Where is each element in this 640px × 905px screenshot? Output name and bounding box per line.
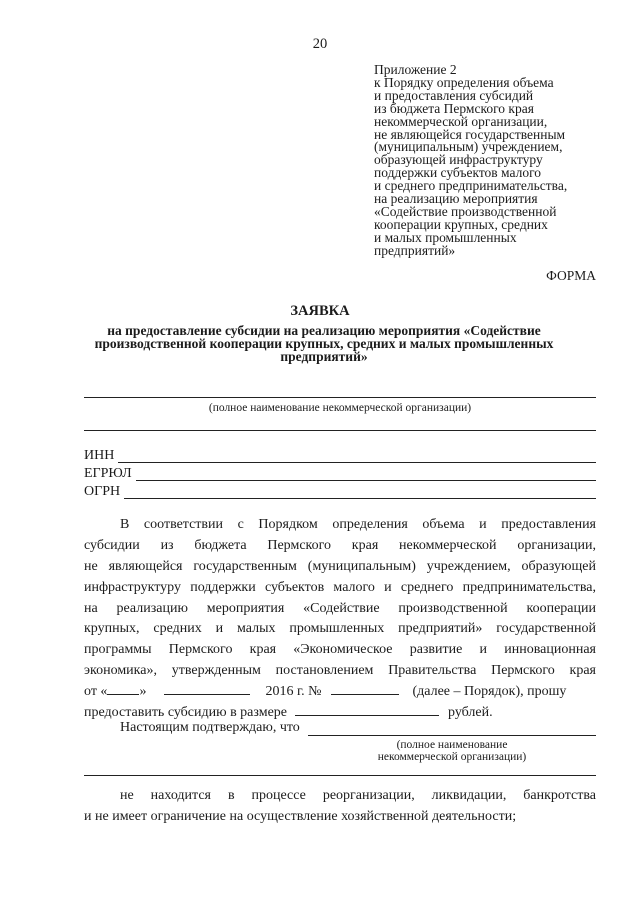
appendix-line: и малых промышленных bbox=[374, 229, 517, 245]
appendix-line: и предоставления субсидий bbox=[374, 87, 534, 103]
appendix-line: «Содействие производственной bbox=[374, 203, 557, 219]
paragraph-line: не являющейся государственным (муниципальным) учреждением, образующей bbox=[84, 558, 596, 574]
confirm-caption-line: (полное наименование bbox=[396, 739, 508, 751]
final-line: и не имеет ограничение на осуществление хозяйственной деятельности; bbox=[84, 808, 517, 824]
egrul-label: ЕГРЮЛ bbox=[84, 466, 132, 481]
appendix-line: некоммерческой организации, bbox=[374, 113, 548, 129]
egrul-field[interactable] bbox=[136, 480, 596, 481]
resolution-number-field[interactable] bbox=[331, 682, 399, 695]
appendix-line: и среднего предпринимательства, bbox=[374, 178, 568, 194]
amount-suffix: рублей. bbox=[448, 705, 493, 721]
final-paragraph bbox=[84, 786, 596, 827]
page-number: 20 bbox=[312, 36, 328, 52]
paragraph-line: экономика», утвержденным постановлением Правительства Пермского края bbox=[84, 663, 596, 679]
subtitle-line: предприятий» bbox=[280, 348, 368, 364]
paragraph-line: В соответствии с Порядком определения объема и предоставления bbox=[120, 517, 596, 532]
subtitle-line: на предоставление субсидии на реализацию мероприятия «Содействие bbox=[107, 323, 541, 338]
appendix-line: на реализацию мероприятия bbox=[374, 191, 538, 207]
request-paragraph bbox=[84, 515, 596, 724]
confirm-caption bbox=[308, 739, 596, 763]
date-suffix: (далее – Порядок), прошу bbox=[412, 684, 567, 700]
confirm-org-field-2[interactable] bbox=[84, 775, 596, 776]
paragraph-line: крупных, средних и малых промышленных предприятий» государственной bbox=[84, 621, 596, 637]
date-close: » bbox=[139, 684, 147, 700]
appendix-line: к Порядку определения объема bbox=[374, 74, 554, 90]
confirm-caption-line: некоммерческой организации) bbox=[377, 751, 527, 763]
paragraph-line: субсидии из бюджета Пермского края некоммерческой организации, bbox=[84, 537, 596, 553]
appendix-line: предприятий» bbox=[374, 242, 456, 258]
appendix-line: из бюджета Пермского края bbox=[374, 100, 534, 116]
paragraph-line: на реализацию мероприятия «Содействие производственной кооперации bbox=[84, 600, 596, 616]
subtitle-line: производственной кооперации крупных, средних и малых промышленных bbox=[94, 335, 554, 351]
appendix-line: не являющейся государственным bbox=[374, 126, 566, 142]
ogrn-label: ОГРН bbox=[84, 484, 121, 499]
appendix-line: поддержки субъектов малого bbox=[374, 165, 542, 181]
paragraph-line: инфраструктуру поддержки субъектов малого и среднего предпринимательства, bbox=[84, 579, 596, 595]
paragraph-line: программы Пермского края «Экономическое развитие и инновационная bbox=[84, 642, 596, 658]
appendix-line: образующей инфраструктуру bbox=[374, 152, 543, 168]
final-line: не находится в процессе реорганизации, ликвидации, банкротства bbox=[120, 788, 596, 803]
confirm-org-field[interactable] bbox=[308, 735, 596, 736]
year-text: 2016 г. № bbox=[265, 684, 322, 700]
inn-label: ИНН bbox=[84, 448, 115, 463]
amount-field[interactable] bbox=[295, 703, 439, 716]
org-name-line[interactable] bbox=[84, 397, 596, 398]
date-day-field[interactable] bbox=[107, 682, 139, 695]
appendix-line: кооперации крупных, средних bbox=[374, 216, 548, 232]
inn-field[interactable] bbox=[118, 462, 596, 463]
appendix-line: Приложение 2 bbox=[374, 62, 457, 77]
org-name-line-2[interactable] bbox=[84, 430, 596, 431]
date-line bbox=[84, 682, 596, 703]
appendix-line: (муниципальным) учреждением, bbox=[374, 139, 563, 155]
ogrn-field[interactable] bbox=[124, 498, 596, 499]
org-name-caption: (полное наименование некоммерческой организации) bbox=[208, 402, 472, 414]
amount-prefix: предоставить субсидию в размере bbox=[84, 705, 288, 721]
confirm-text: Настоящим подтверждаю, что bbox=[120, 720, 300, 735]
document-subtitle bbox=[84, 325, 564, 364]
date-month-field[interactable] bbox=[164, 682, 250, 695]
appendix-block bbox=[374, 64, 614, 258]
form-label: ФОРМА bbox=[546, 268, 596, 283]
date-prefix: от « bbox=[84, 684, 108, 700]
document-title: ЗАЯВКА bbox=[290, 303, 350, 319]
